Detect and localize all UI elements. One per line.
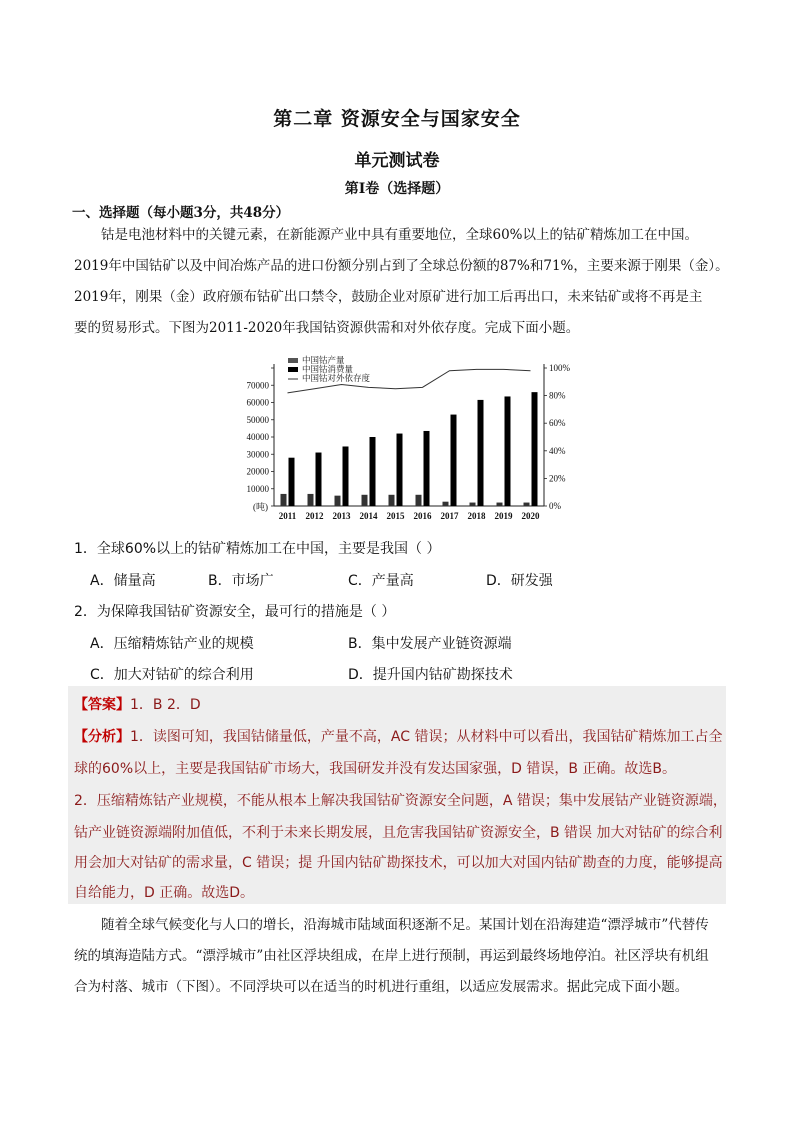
- passage-line: 要的贸易形式。下图为2011-2020年我国钴资源供需和对外依存度。完成下面小题。: [74, 320, 580, 336]
- y2-tick-label: 60%: [549, 418, 566, 429]
- passage-floating-city: [74, 910, 734, 1003]
- bar-production: [497, 503, 503, 506]
- answer-tag: 【答案】: [74, 697, 130, 713]
- x-tick-label: 2017: [440, 511, 459, 521]
- y2-tick-label: 20%: [549, 473, 566, 484]
- bar-consumption: [343, 446, 349, 506]
- question-2: 2．为保障我国钴矿资源安全，最可行的措施是（ ）: [74, 604, 396, 620]
- bar-production: [470, 503, 476, 506]
- passage-line: 2019年，刚果（金）政府颁布钴矿出口禁令，鼓励企业对原矿进行加工后再出口，未来钴矿或将不再是主: [74, 289, 703, 305]
- x-tick-label: 2012: [305, 511, 324, 521]
- bar-production: [335, 496, 341, 506]
- bar-consumption: [316, 453, 322, 506]
- bar-consumption: [505, 396, 511, 506]
- volume-title: 第Ⅰ卷（选择题）: [344, 181, 450, 197]
- analysis-text: 1．读图可知，我国钴储量低，产量不高，AC 错误；从材料中可以看出，我国钴矿精炼加工占全: [130, 729, 723, 745]
- analysis-line: [74, 726, 722, 746]
- bar-production: [308, 494, 314, 506]
- passage-line: 钴是电池材料中的关键元素，在新能源产业中具有重要地位，全球60%以上的钴矿精炼加工在中国。: [101, 227, 699, 243]
- legend-label-consumption: 中国钴消费量: [302, 365, 354, 375]
- bar-consumption: [478, 400, 484, 506]
- y2-tick-label: 80%: [549, 390, 566, 401]
- bar-production: [416, 495, 422, 506]
- legend-label-production: 中国钴产量: [302, 356, 345, 366]
- analysis-line: 自给能力，D 正确。故选D。: [74, 885, 255, 901]
- question-1: 1．全球60%以上的钴矿精炼加工在中国，主要是我国（ ）: [74, 541, 441, 557]
- test-title: 单元测试卷: [354, 151, 440, 171]
- y2-tick-label: 40%: [549, 445, 566, 456]
- q2-option-c[interactable]: C．加大对钴矿的综合利用: [90, 667, 254, 683]
- chapter-title: 第二章 资源安全与国家安全: [273, 108, 521, 130]
- y-tick-label: 40000: [246, 432, 269, 442]
- bar-production: [524, 503, 530, 506]
- bar-consumption: [451, 415, 457, 506]
- bar-production: [362, 495, 368, 506]
- answer-line: [74, 694, 201, 714]
- q1-option-a[interactable]: A．储量高: [90, 573, 156, 589]
- passage-line: 统的填海造陆方式。“漂浮城市”由社区浮块组成，在岸上进行预制，再运到最终场地停泊。社区浮块有机组: [74, 948, 709, 964]
- bar-production: [281, 494, 287, 506]
- bar-consumption: [424, 431, 430, 506]
- bar-consumption: [289, 458, 295, 506]
- y-tick-label: 20000: [246, 466, 269, 477]
- bar-production: [389, 495, 395, 506]
- legend-swatch-consumption: [288, 367, 298, 372]
- x-tick-label: 2018: [467, 511, 486, 521]
- y-tick-label: 10000: [246, 483, 269, 494]
- legend-swatch-production: [288, 358, 298, 363]
- passage-cobalt: [74, 220, 734, 344]
- bar-production: [443, 502, 449, 506]
- x-tick-label: 2016: [413, 511, 432, 521]
- cobalt-chart: [226, 352, 576, 526]
- q1-option-b[interactable]: B．市场广: [208, 573, 274, 589]
- answer-text: 1．B 2．D: [130, 697, 201, 713]
- x-tick-label: 2015: [386, 511, 405, 521]
- analysis-line: 用会加大对钴矿的需求量，C 错误；提 升国内钴矿勘探技术，可以加大对国内钴矿勘查的力度，能够提高: [74, 855, 723, 871]
- analysis-line: 2．压缩精炼钴产业规模，不能从根本上解决我国钴矿资源安全问题，A 错误；集中发展钴产业链资源端，: [74, 793, 727, 809]
- passage-line: 随着全球气候变化与人口的增长，沿海城市陆域面积逐渐不足。某国计划在沿海建造“漂浮城市”代替传: [101, 917, 709, 933]
- q1-option-d[interactable]: D．研发强: [486, 573, 553, 589]
- bar-consumption: [397, 434, 403, 506]
- x-tick-label: 2014: [359, 511, 378, 521]
- x-tick-label: 2020: [521, 511, 540, 521]
- y2-tick-label: 0%: [549, 501, 561, 511]
- y-tick-label: 70000: [246, 380, 269, 391]
- q2-option-a[interactable]: A．压缩精炼钴产业的规模: [90, 636, 254, 652]
- x-tick-label: 2019: [494, 511, 513, 521]
- x-tick-label: 2013: [332, 511, 351, 521]
- passage-line: 2019年中国钴矿以及中间冶炼产品的进口份额分别占到了全球总份额的87%和71%，主要来源于刚果（金）。: [74, 258, 729, 274]
- y2-tick-label: 100%: [549, 363, 570, 373]
- legend-label-dependency: 中国钴对外依存度: [302, 374, 371, 384]
- q2-option-b[interactable]: B．集中发展产业链资源端: [348, 636, 512, 652]
- q2-option-d[interactable]: D．提升国内钴矿勘探技术: [348, 667, 513, 683]
- y-tick-label: 30000: [246, 449, 269, 460]
- analysis-line: 球的60%以上，主要是我国钴矿市场大，我国研发并没有发达国家强，D 错误，B 正确。故选B。: [74, 761, 677, 777]
- bar-consumption: [370, 437, 376, 506]
- q1-option-c[interactable]: C．产量高: [348, 573, 414, 589]
- analysis-tag: 【分析】: [74, 729, 130, 745]
- y-tick-label: 50000: [246, 414, 269, 425]
- x-tick-label: 2011: [278, 511, 297, 521]
- passage-line: 合为村落、城市（下图）。不同浮块可以在适当的时机进行重组，以适应发展需求。据此完成下面小题。: [74, 979, 689, 995]
- section-heading: 一、选择题（每小题3分，共48分）: [72, 205, 290, 221]
- analysis-line: 钴产业链资源端附加值低，不利于未来长期发展，且危害我国钴矿资源安全，B 错误 加大对钴矿的综合利: [74, 825, 723, 841]
- y-unit-label: (吨): [253, 502, 268, 512]
- bar-consumption: [532, 392, 538, 506]
- y-tick-label: 60000: [246, 397, 269, 408]
